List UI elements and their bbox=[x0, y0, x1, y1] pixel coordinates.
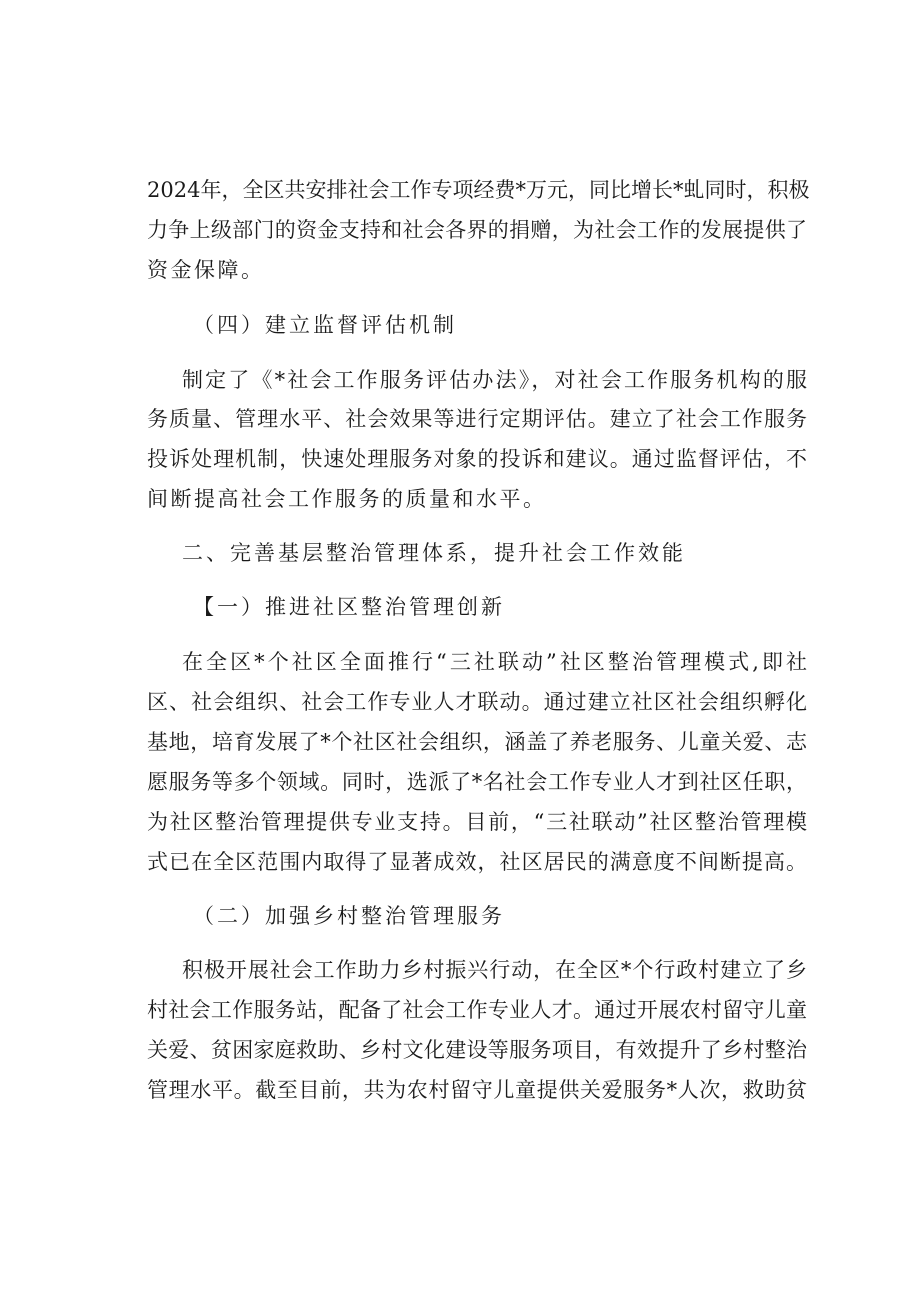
paragraph-rural-line-4: 管理水平。截至目前，共为农村留守儿童提供关爱服务*人次，救助贫 bbox=[147, 1078, 807, 1102]
paragraph-funding-line-2: 力争上级部门的资金支持和社会各界的捐赠，为社会工作的发展提供了 bbox=[147, 218, 807, 242]
paragraph-supervision-line-4: 间断提高社会工作服务的质量和水平。 bbox=[147, 487, 547, 511]
paragraph-community-line-3: 基地，培育发展了*个社区社会组织，涵盖了养老服务、儿童关爱、志 bbox=[147, 730, 807, 754]
paragraph-supervision-line-1: 制定了《*社会工作服务评估办法》，对社会工作服务机构的服 bbox=[182, 368, 807, 392]
paragraph-community-line-1: 在全区*个社区全面推行“三社联动”社区整治管理模式,即社 bbox=[182, 650, 807, 674]
paragraph-community-line-6: 式已在全区范围内取得了显著成效，社区居民的满意度不间断提高。 bbox=[147, 850, 807, 874]
paragraph-rural-line-1: 积极开展社会工作助力乡村振兴行动，在全区*个行政村建立了乡 bbox=[182, 958, 807, 982]
section-heading-supervision: （四）建立监督评估机制 bbox=[193, 313, 457, 337]
section-heading-rural: （二）加强乡村整治管理服务 bbox=[193, 904, 505, 928]
paragraph-supervision-line-2: 务质量、管理水平、社会效果等进行定期评估。建立了社会工作服务 bbox=[147, 407, 807, 431]
section-heading-community: 【一）推进社区整治管理创新 bbox=[193, 595, 505, 619]
paragraph-community-line-5: 为社区整治管理提供专业支持。目前，“三社联动”社区整治管理模 bbox=[147, 810, 807, 834]
paragraph-community-line-2: 区、社会组织、社会工作专业人才联动。通过建立社区社会组织孵化 bbox=[147, 690, 807, 714]
paragraph-funding-line-3: 资金保障。 bbox=[147, 258, 265, 282]
paragraph-rural-line-3: 关爱、贫困家庭救助、乡村文化建设等服务项目，有效提升了乡村整治 bbox=[147, 1038, 807, 1062]
paragraph-supervision-line-3: 投诉处理机制，快速处理服务对象的投诉和建议。通过监督评估，不 bbox=[147, 447, 807, 471]
chapter-heading-governance: 二、完善基层整治管理体系，提升社会工作效能 bbox=[182, 541, 686, 565]
paragraph-rural-line-2: 村社会工作服务站，配备了社会工作专业人才。通过开展农村留守儿童 bbox=[147, 998, 807, 1022]
paragraph-community-line-4: 愿服务等多个领域。同时，选派了*名社会工作专业人才到社区任职， bbox=[147, 770, 807, 794]
paragraph-funding-line-1: 2024年，全区共安排社会工作专项经费*万元，同比增长*虬同时，积极 bbox=[147, 178, 810, 202]
